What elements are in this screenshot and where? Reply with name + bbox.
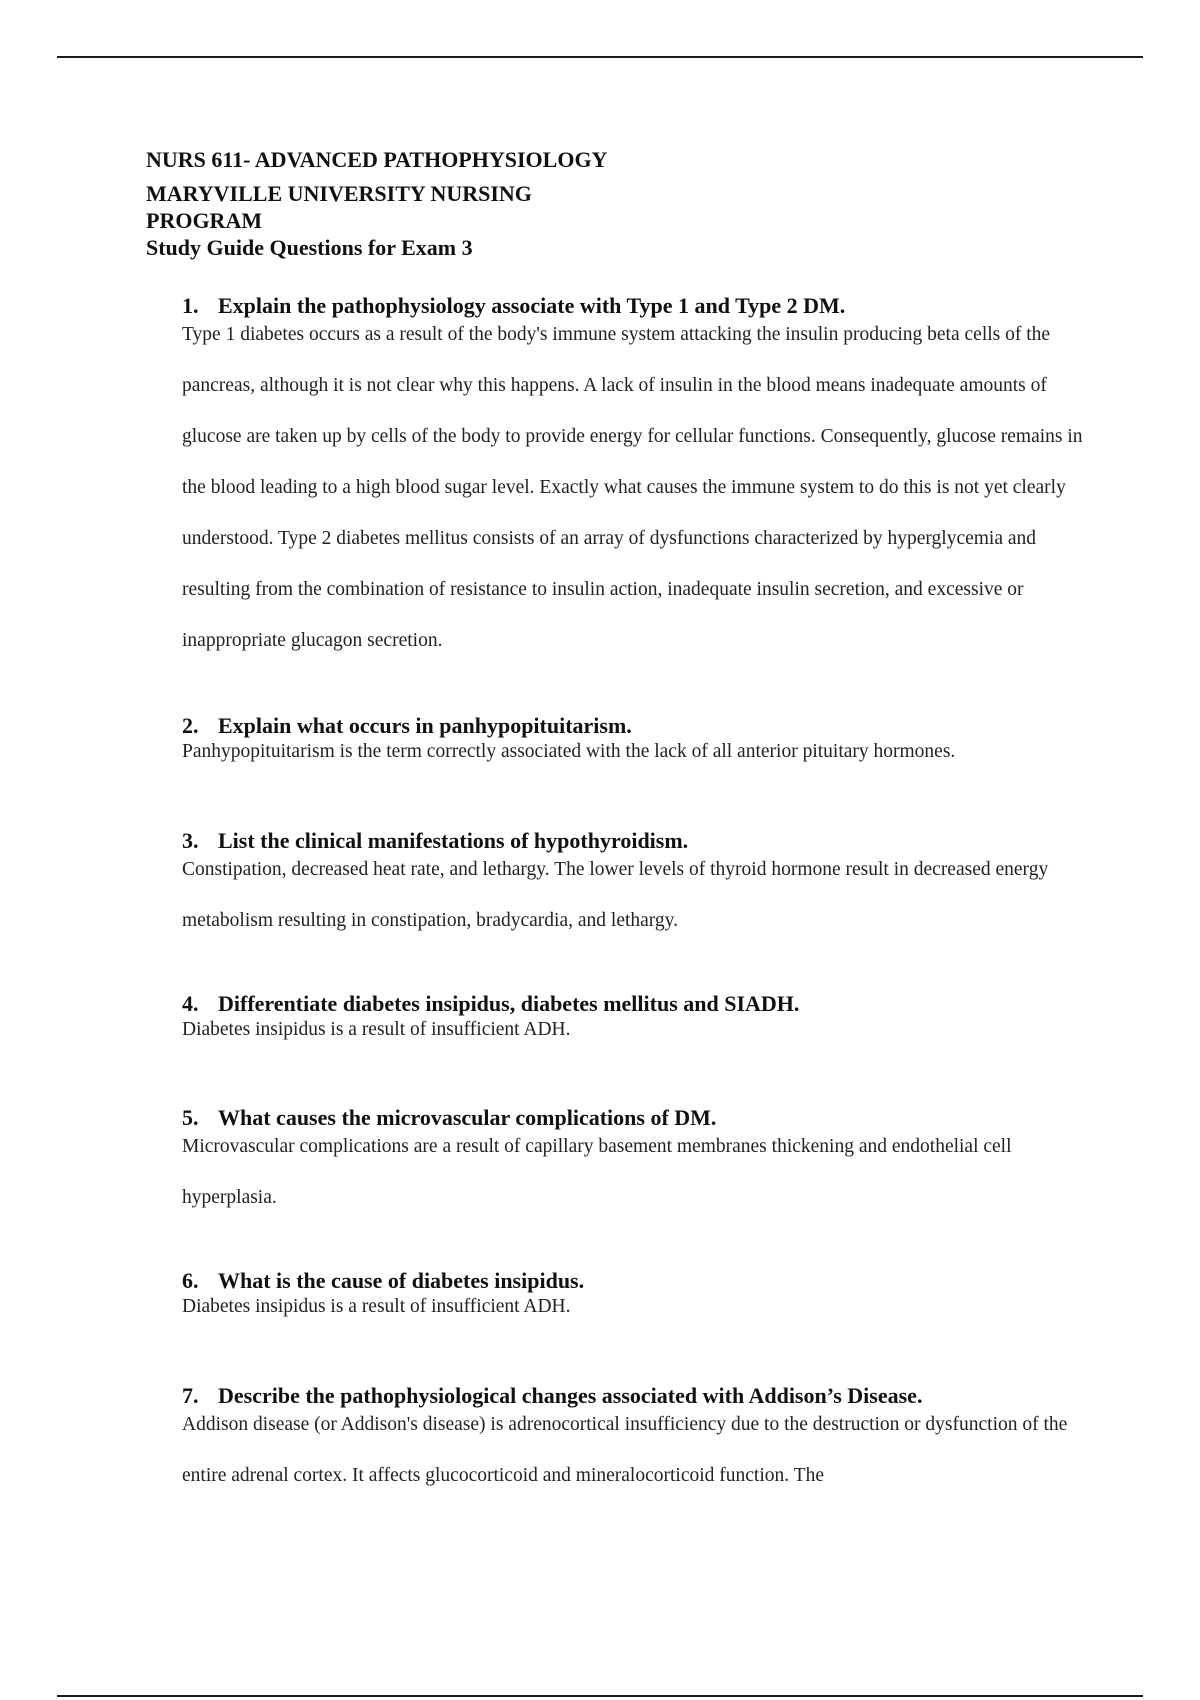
question-text: Describe the pathophysiological changes associated with Addison’s Disease. — [218, 1383, 923, 1408]
question-text: What causes the microvascular complications of DM. — [218, 1105, 717, 1130]
university-line-1: MARYVILLE UNIVERSITY NURSING — [146, 181, 532, 206]
question-number: 6. — [182, 1268, 199, 1293]
question-answer: Diabetes insipidus is a result of insufficient ADH. — [182, 1296, 571, 1317]
question-answer: Type 1 diabetes occurs as a result of the body's immune system attacking the insulin producing beta cells of the pancreas, although it is not clear why this happens. A lack of insulin in the blood means inadequate amounts of glucose are taken up by cells of the body to provide energy for cellular functions. Consequently, glucose remains in the blood leading to a high blood sugar level. Exactly what causes the immune system to do this is not yet clearly understood. Type 2 diabetes mellitus consists of an array of dysfunctions characterized by hyperglycemia and resulting from the combination of resistance to insulin action, inadequate insulin secretion, and excessive or inappropriate glucagon secretion. — [182, 324, 1083, 651]
question-text: List the clinical manifestations of hypothyroidism. — [218, 828, 689, 853]
question-text: What is the cause of diabetes insipidus. — [218, 1268, 585, 1293]
question-number: 3. — [182, 828, 199, 853]
question-7 — [182, 1382, 1102, 1501]
question-answer: Constipation, decreased heat rate, and lethargy. The lower levels of thyroid hormone result in decreased energy metabolism resulting in constipation, bradycardia, and lethargy. — [182, 859, 1049, 931]
question-text: Explain the pathophysiology associate with Type 1 and Type 2 DM. — [218, 293, 846, 318]
question-2 — [182, 712, 1102, 766]
question-answer: Addison disease (or Addison's disease) is adrenocortical insufficiency due to the destruction or dysfunction of the entire adrenal cortex. It affects glucocorticoid and mineralocorticoid function. The — [182, 1414, 1068, 1486]
top-rule — [57, 56, 1143, 58]
question-number: 7. — [182, 1383, 199, 1408]
question-3 — [182, 827, 1102, 946]
question-number: 5. — [182, 1105, 199, 1130]
question-answer: Diabetes insipidus is a result of insufficient ADH. — [182, 1019, 571, 1040]
question-title — [182, 990, 1102, 1018]
document-header — [146, 146, 666, 261]
question-5 — [182, 1104, 1102, 1223]
question-answer: Microvascular complications are a result of capillary basement membranes thickening and endothelial cell hyperplasia. — [182, 1136, 1012, 1208]
bottom-rule — [57, 1695, 1143, 1697]
question-answer: Panhypopituitarism is the term correctly associated with the lack of all anterior pituitary hormones. — [182, 741, 956, 762]
study-guide-subtitle: Study Guide Questions for Exam 3 — [146, 235, 473, 260]
question-1 — [182, 292, 1102, 666]
university-line-2: PROGRAM — [146, 208, 263, 233]
course-title: NURS 611- ADVANCED PATHOPHYSIOLOGY — [146, 147, 608, 172]
question-title — [182, 1267, 1102, 1295]
question-4 — [182, 990, 1102, 1044]
question-text: Differentiate diabetes insipidus, diabetes mellitus and SIADH. — [218, 991, 800, 1016]
question-number: 4. — [182, 991, 199, 1016]
question-text: Explain what occurs in panhypopituitarism. — [218, 713, 632, 738]
question-list — [182, 292, 1102, 1501]
question-number: 1. — [182, 293, 199, 318]
question-number: 2. — [182, 713, 199, 738]
question-title — [182, 712, 1102, 740]
question-6 — [182, 1267, 1102, 1321]
